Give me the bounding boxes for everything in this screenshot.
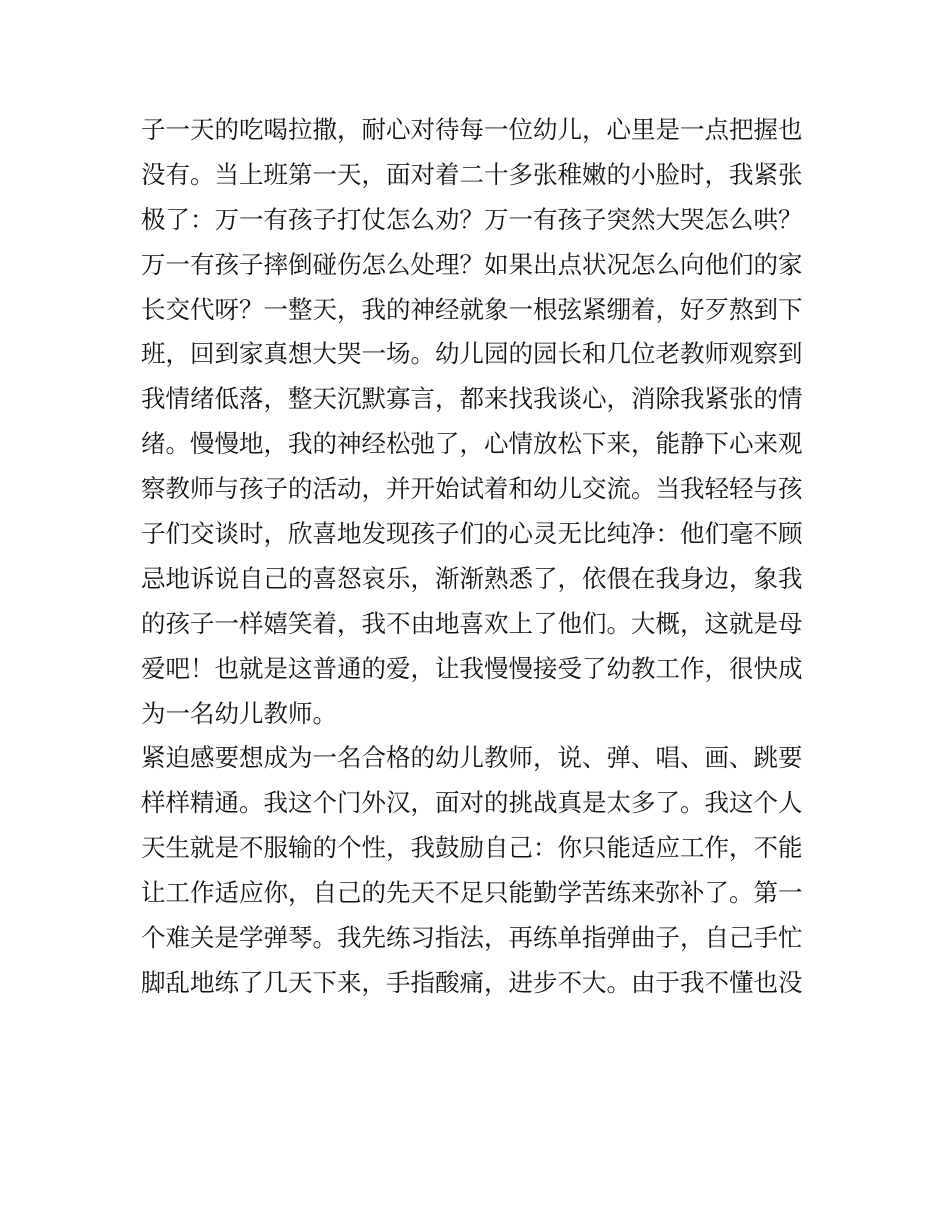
text-line: 让工作适应你，自己的先天不足只能勤学苦练来弥补了。第一: [141, 878, 803, 908]
text-line: 班，回到家真想大哭一场。幼儿园的园长和几位老教师观察到: [141, 339, 803, 369]
text-line: 的孩子一样嬉笑着，我不由地喜欢上了他们。大概，这就是母: [141, 608, 803, 638]
text-line: 没有。当上班第一天，面对着二十多张稚嫩的小脸时，我紧张: [141, 159, 803, 189]
text-line: 万一有孩子摔倒碰伤怎么处理？如果出点状况怎么向他们的家: [141, 249, 803, 279]
text-line: 子一天的吃喝拉撒，耐心对待每一位幼儿，心里是一点把握也: [141, 115, 803, 144]
text-line: 子们交谈时，欣喜地发现孩子们的心灵无比纯净：他们毫不顾: [141, 519, 803, 549]
text-line: 我情绪低落，整天沉默寡言，都来找我谈心，消除我紧张的情: [141, 384, 803, 414]
text-line: 个难关是学弹琴。我先练习指法，再练单指弹曲子，自己手忙: [141, 923, 803, 953]
text-line: 长交代呀？一整天，我的神经就象一根弦紧绷着，好歹熬到下: [141, 294, 803, 324]
text-line: 天生就是不服输的个性，我鼓励自己：你只能适应工作，不能: [141, 833, 803, 863]
text-line: 脚乱地练了几天下来，手指酸痛，进步不大。由于我不懂也没: [141, 967, 803, 997]
text-line: 察教师与孩子的活动，并开始试着和幼儿交流。当我轻轻与孩: [141, 474, 803, 504]
text-line: 紧迫感要想成为一名合格的幼儿教师，说、弹、唱、画、跳要: [141, 743, 803, 773]
body-text: [141, 108, 821, 1006]
text-line: 样样精通。我这个门外汉，面对的挑战真是太多了。我这个人: [141, 788, 803, 818]
text-line: 为一名幼儿教师。: [141, 698, 337, 728]
text-line: 绪。慢慢地，我的神经松弛了，心情放松下来，能静下心来观: [141, 429, 803, 459]
text-line: 极了：万一有孩子打仗怎么劝？万一有孩子突然大哭怎么哄？: [141, 204, 803, 234]
text-line: 忌地诉说自己的喜怒哀乐，渐渐熟悉了，依偎在我身边，象我: [141, 563, 803, 593]
text-line: 爱吧！也就是这普通的爱，让我慢慢接受了幼教工作，很快成: [141, 653, 803, 683]
